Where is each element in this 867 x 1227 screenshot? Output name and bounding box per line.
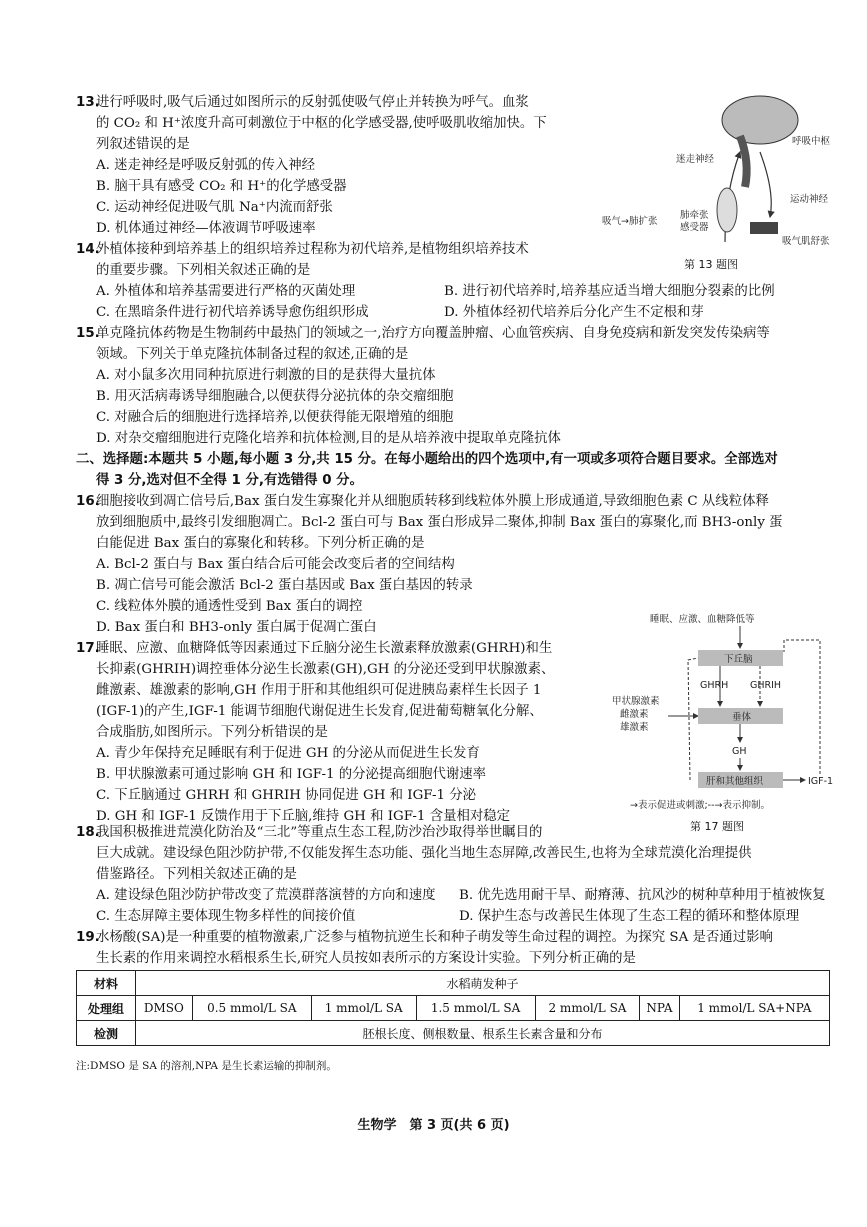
q17-label-hormones2: 雌激素 [620, 709, 649, 720]
q18-line-2: 巨大成就。建设绿色阻沙防护带,不仅能发挥生态功能、强化当地生态屏障,改善民生,也将为全球荒漠化治理提供 [96, 846, 752, 861]
q17-option-d: D. GH 和 IGF-1 反馈作用于下丘脑,维持 GH 和 IGF-1 含量相对稳定 [96, 809, 511, 824]
q17-option-b: B. 甲状腺激素可通过影响 GH 和 IGF-1 的分泌提高细胞代谢速率 [96, 767, 487, 782]
q13-label-vagus: 迷走神经 [676, 154, 715, 165]
q17-label-hormones1: 甲状腺激素 [612, 696, 660, 707]
q16-line-3: 白能促进 Bax 蛋白的寡聚化和转移。下列分析正确的是 [96, 536, 425, 551]
table-cell-detection: 胚根长度、侧根数量、根系生长素含量和分布 [136, 1021, 830, 1046]
q18-option-c: C. 生态屏障主要体现生物多样性的间接价值 [96, 909, 356, 924]
q17-label-top: 睡眠、应激、血糖降低等 [650, 614, 755, 625]
q14-option-a: A. 外植体和培养基需要进行严格的灭菌处理 [96, 284, 356, 299]
q17-label-pituitary: 垂体 [732, 712, 752, 723]
q15-line-2: 领域。下列关于单克隆抗体制备过程的叙述,正确的是 [96, 347, 409, 362]
q17-line-5: 合成脂肪,如图所示。下列分析错误的是 [96, 725, 328, 740]
q13-label-center: 呼吸中枢 [792, 136, 831, 147]
q18-option-d: D. 保护生态与改善民生体现了生态工程的循环和整体原理 [459, 909, 800, 924]
q15-line-1: 单克隆抗体药物是生物制药中最热门的领域之一,治疗方向覆盖肿瘤、心血管疾病、自身免疫病和新发突发传染病等 [96, 326, 770, 341]
q18-option-b: B. 优先选用耐干旱、耐瘠薄、抗风沙的树种草种用于植被恢复 [459, 888, 826, 903]
q16-option-a: A. Bcl-2 蛋白与 Bax 蛋白结合后可能会改变后者的空间结构 [96, 557, 455, 572]
q17-hormone-regulation-figure [610, 610, 840, 815]
table-cell-treatment: 1.5 mmol/L SA [416, 996, 535, 1021]
q13-label-receptor1: 肺牵张 [680, 210, 709, 221]
table-head-detection: 检测 [77, 1021, 136, 1046]
q14-option-d: D. 外植体经初代培养后分化产生不定根和芽 [444, 305, 704, 320]
q13-line-3: 列叙述错误的是 [96, 137, 190, 152]
q17-figure-caption: 第 17 题图 [690, 820, 744, 833]
q17-label-ghrih: GHRIH [750, 680, 782, 691]
q17-option-a: A. 青少年保持充足睡眠有利于促进 GH 的分泌从而促进生长发育 [96, 746, 480, 761]
q16-option-d: D. Bax 蛋白和 BH3-only 蛋白属于促凋亡蛋白 [96, 620, 377, 635]
question-14-number: 14. [76, 242, 100, 257]
table-cell-treatment: 2 mmol/L SA [535, 996, 640, 1021]
q19-experiment-table [76, 970, 830, 1046]
q17-line-1: 睡眠、应激、血糖降低等因素通过下丘脑分泌生长激素释放激素(GHRH)和生 [96, 641, 553, 656]
q16-option-b: B. 凋亡信号可能会激活 Bcl-2 蛋白基因或 Bax 蛋白基因的转录 [96, 578, 473, 593]
q17-label-hormones3: 雄激素 [620, 722, 649, 733]
q19-line-1: 水杨酸(SA)是一种重要的植物激素,广泛参与植物抗逆生长和种子萌发等生命过程的调控。为探究 SA 是否通过影响 [96, 930, 773, 945]
q18-line-1: 我国积极推进荒漠化防治及“三北”等重点生态工程,防沙治沙取得举世瞩目的 [96, 825, 543, 840]
question-15-number: 15. [76, 326, 100, 341]
table-cell-treatment: NPA [640, 996, 679, 1021]
table-head-treatment: 处理组 [77, 996, 136, 1021]
q15-option-d: D. 对杂交瘤细胞进行克隆化培养和抗体检测,目的是从培养液中提取单克隆抗体 [96, 431, 561, 446]
q14-option-b: B. 进行初代培养时,培养基应适当增大细胞分裂素的比例 [444, 284, 775, 299]
question-19-number: 19. [76, 930, 100, 945]
section-2-heading: 二、选择题:本题共 5 小题,每小题 3 分,共 15 分。在每小题给出的四个选项中,有一项或多项符合题目要求。全部选对 [76, 452, 778, 467]
q17-label-liver: 肝和其他组织 [706, 776, 764, 787]
q13-option-d: D. 机体通过神经—体液调节呼吸速率 [96, 221, 316, 236]
question-18-number: 18. [76, 825, 100, 840]
q13-line-1: 进行呼吸时,吸气后通过如图所示的反射弧使吸气停止并转换为呼气。血浆 [96, 95, 529, 110]
q13-option-c: C. 运动神经促进吸气肌 Na⁺内流而舒张 [96, 200, 333, 215]
q17-line-4: (IGF-1)的产生,IGF-1 能调节细胞代谢促进生长发育,促进葡萄糖氧化分解、 [96, 704, 543, 719]
q18-line-3: 借鉴路径。下列相关叙述正确的是 [96, 867, 297, 882]
section-2-heading-line-2: 得 3 分,选对但不全得 1 分,有选错得 0 分。 [96, 473, 363, 488]
page-footer: 生物学 第 3 页(共 6 页) [357, 1118, 510, 1133]
q17-label-hypothalamus: 下丘脑 [724, 654, 753, 665]
table-row [77, 996, 830, 1021]
q19-line-2: 生长素的作用来调控水稻根系生长,研究人员按如表所示的方案设计实验。下列分析正确的是 [96, 951, 636, 966]
question-13-number: 13. [76, 95, 100, 110]
q17-label-ghrh: GHRH [700, 680, 729, 691]
q15-option-b: B. 用灭活病毒诱导细胞融合,以便获得分泌抗体的杂交瘤细胞 [96, 389, 454, 404]
q19-table-note: 注:DMSO 是 SA 的溶剂,NPA 是生长素运输的抑制剂。 [76, 1060, 337, 1072]
q17-line-3: 雌激素、雄激素的影响,GH 作用于肝和其他组织可促进胰岛素样生长因子 1 [96, 683, 542, 698]
q14-line-1: 外植体接种到培养基上的组织培养过程称为初代培养,是植物组织培养技术 [96, 242, 529, 257]
q14-option-c: C. 在黑暗条件进行初代培养诱导愈伤组织形成 [96, 305, 369, 320]
q17-label-gh: GH [732, 746, 747, 757]
q16-option-c: C. 线粒体外膜的通透性受到 Bax 蛋白的调控 [96, 599, 363, 614]
q16-line-2: 放到细胞质中,最终引发细胞凋亡。Bcl-2 蛋白可与 Bax 蛋白形成异二聚体,抑制 Bax 蛋白的寡聚化,而 BH3-only 蛋 [96, 515, 783, 530]
q15-option-c: C. 对融合后的细胞进行选择培养,以便获得能无限增殖的细胞 [96, 410, 454, 425]
q13-reflex-arc-figure [600, 92, 840, 252]
question-16-number: 16. [76, 494, 100, 509]
q13-label-inhale: 吸气→肺扩张 [602, 216, 658, 227]
q13-label-muscle: 吸气肌舒张 [782, 236, 830, 247]
q13-label-receptor2: 感受器 [680, 222, 709, 233]
table-cell-material: 水稻萌发种子 [136, 971, 830, 996]
table-row [77, 1021, 830, 1046]
table-cell-treatment: 1 mmol/L SA+NPA [679, 996, 829, 1021]
q18-option-a: A. 建设绿色阻沙防护带改变了荒漠群落演替的方向和速度 [96, 888, 436, 903]
q13-option-a: A. 迷走神经是呼吸反射弧的传入神经 [96, 158, 316, 173]
question-17-number: 17. [76, 641, 100, 656]
q16-line-1: 细胞接收到凋亡信号后,Bax 蛋白发生寡聚化并从细胞质转移到线粒体外膜上形成通道,导致细胞色素 C 从线粒体释 [96, 494, 769, 509]
q15-option-a: A. 对小鼠多次用同种抗原进行刺激的目的是获得大量抗体 [96, 368, 436, 383]
table-cell-treatment: 0.5 mmol/L SA [192, 996, 311, 1021]
table-row [77, 971, 830, 996]
q13-label-motor: 运动神经 [790, 194, 829, 205]
q17-line-2: 长抑素(GHRIH)调控垂体分泌生长激素(GH),GH 的分泌还受到甲状腺激素、 [96, 662, 555, 677]
q13-option-b: B. 脑干具有感受 CO₂ 和 H⁺的化学感受器 [96, 179, 347, 194]
q13-line-2: 的 CO₂ 和 H⁺浓度升高可刺激位于中枢的化学感受器,使呼吸肌收缩加快。下 [96, 116, 547, 131]
q17-option-c: C. 下丘脑通过 GHRH 和 GHRIH 协同促进 GH 和 IGF-1 分泌 [96, 788, 477, 803]
q17-label-legend: →表示促进或刺激;--→表示抑制。 [630, 800, 770, 811]
table-cell-treatment: DMSO [136, 996, 193, 1021]
q17-label-igf: IGF-1 [808, 776, 834, 787]
table-head-material: 材料 [77, 971, 136, 996]
q13-figure-caption: 第 13 题图 [684, 258, 738, 271]
q14-line-2: 的重要步骤。下列相关叙述正确的是 [96, 263, 311, 278]
table-cell-treatment: 1 mmol/L SA [311, 996, 416, 1021]
